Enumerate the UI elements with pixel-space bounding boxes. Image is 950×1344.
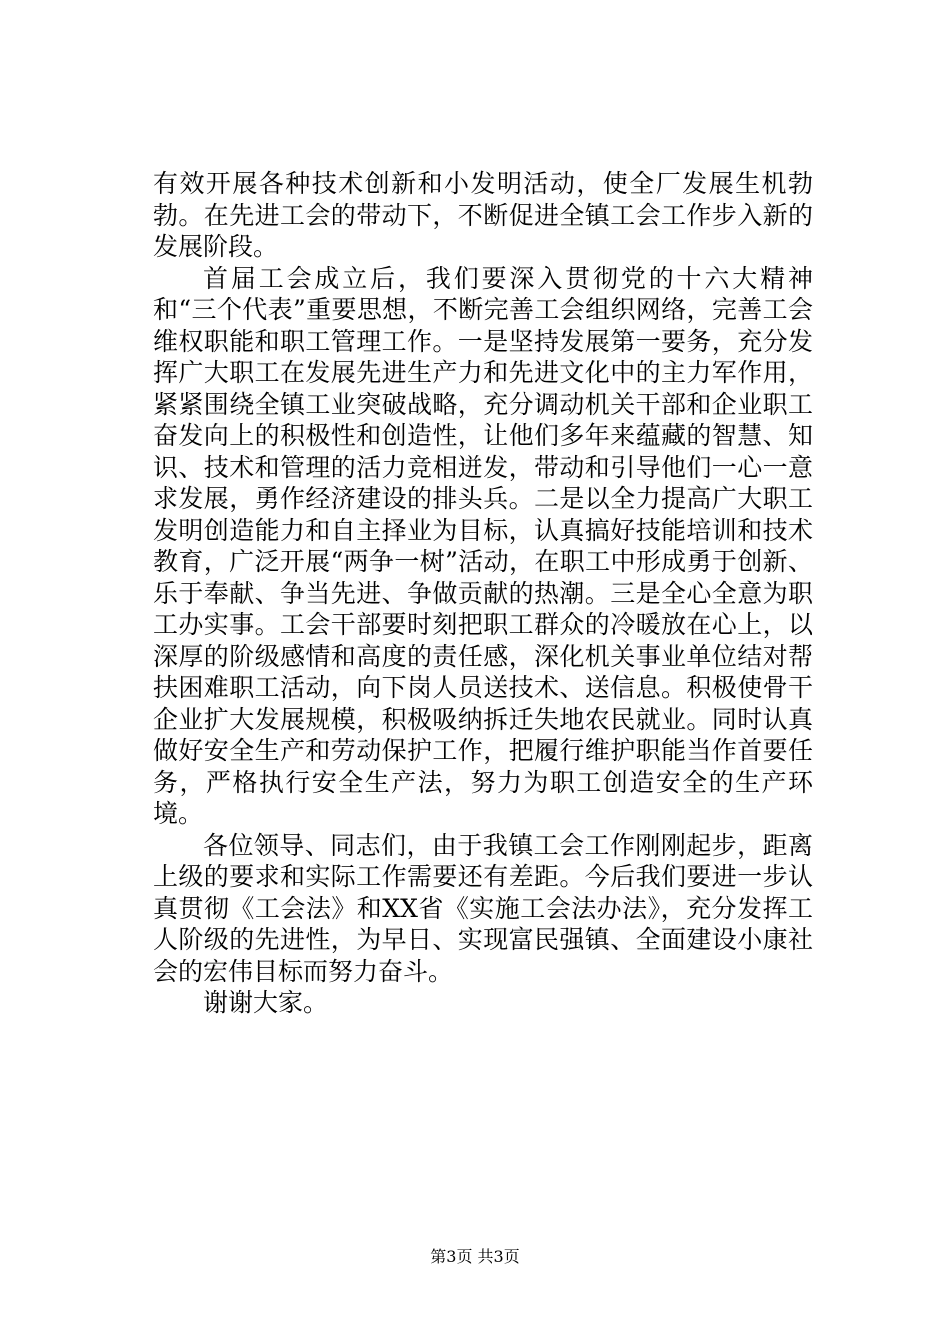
paragraph-closing-remarks: 各位领导、同志们，由于我镇工会工作刚刚起步，距离上级的要求和实际工作需要还有差距。今后我们要进一步认真贯彻《工会法》和XX省《实施工会法办法》，充分发挥工人阶级的先进性，为早日、实现富民强镇、全面建设小康社会的宏伟目标而努力奋斗。 bbox=[153, 830, 813, 986]
paragraph-continuation: 有效开展各种技术创新和小发明活动，使全厂发展生机勃勃。在先进工会的带动下，不断促进全镇工会工作步入新的发展阶段。 bbox=[153, 169, 813, 261]
page-number-footer: 第3页 共3页 bbox=[430, 1247, 520, 1266]
paragraph-union-work: 首届工会成立后，我们要深入贯彻党的十六大精神和“三个代表”重要思想，不断完善工会组织网络，完善工会维权职能和职工管理工作。一是坚持发展第一要务，充分发挥广大职工在发展先进生产力和先进文化中的主力军作用，紧紧围绕全镇工业突破战略，充分调动机关干部和企业职工奋发向上的积极性和创造性，让他们多年来蕴藏的智慧、知识、技术和管理的活力竞相迸发，带动和引导他们一心一意求发展，勇作经济建设的排头兵。二是以全力提高广大职工发明创造能力和自主择业为目标，认真搞好技能培训和技术教育，广泛开展“两争一树”活动，在职工中形成勇于创新、乐于奉献、争当先进、争做贡献的热潮。三是全心全意为职工办实事。工会干部要时刻把职工群众的冷暖放在心上，以深厚的阶级感情和高度的责任感，深化机关事业单位结对帮扶困难职工活动，向下岗人员送技术、送信息。积极使骨干企业扩大发展规模，积极吸纳拆迁失地农民就业。同时认真做好安全生产和劳动保护工作，把履行维护职能当作首要任务，严格执行安全生产法，努力为职工创造安全的生产环境。 bbox=[153, 263, 813, 828]
paragraph-thanks: 谢谢大家。 bbox=[203, 988, 329, 1017]
document-body bbox=[153, 168, 813, 1019]
